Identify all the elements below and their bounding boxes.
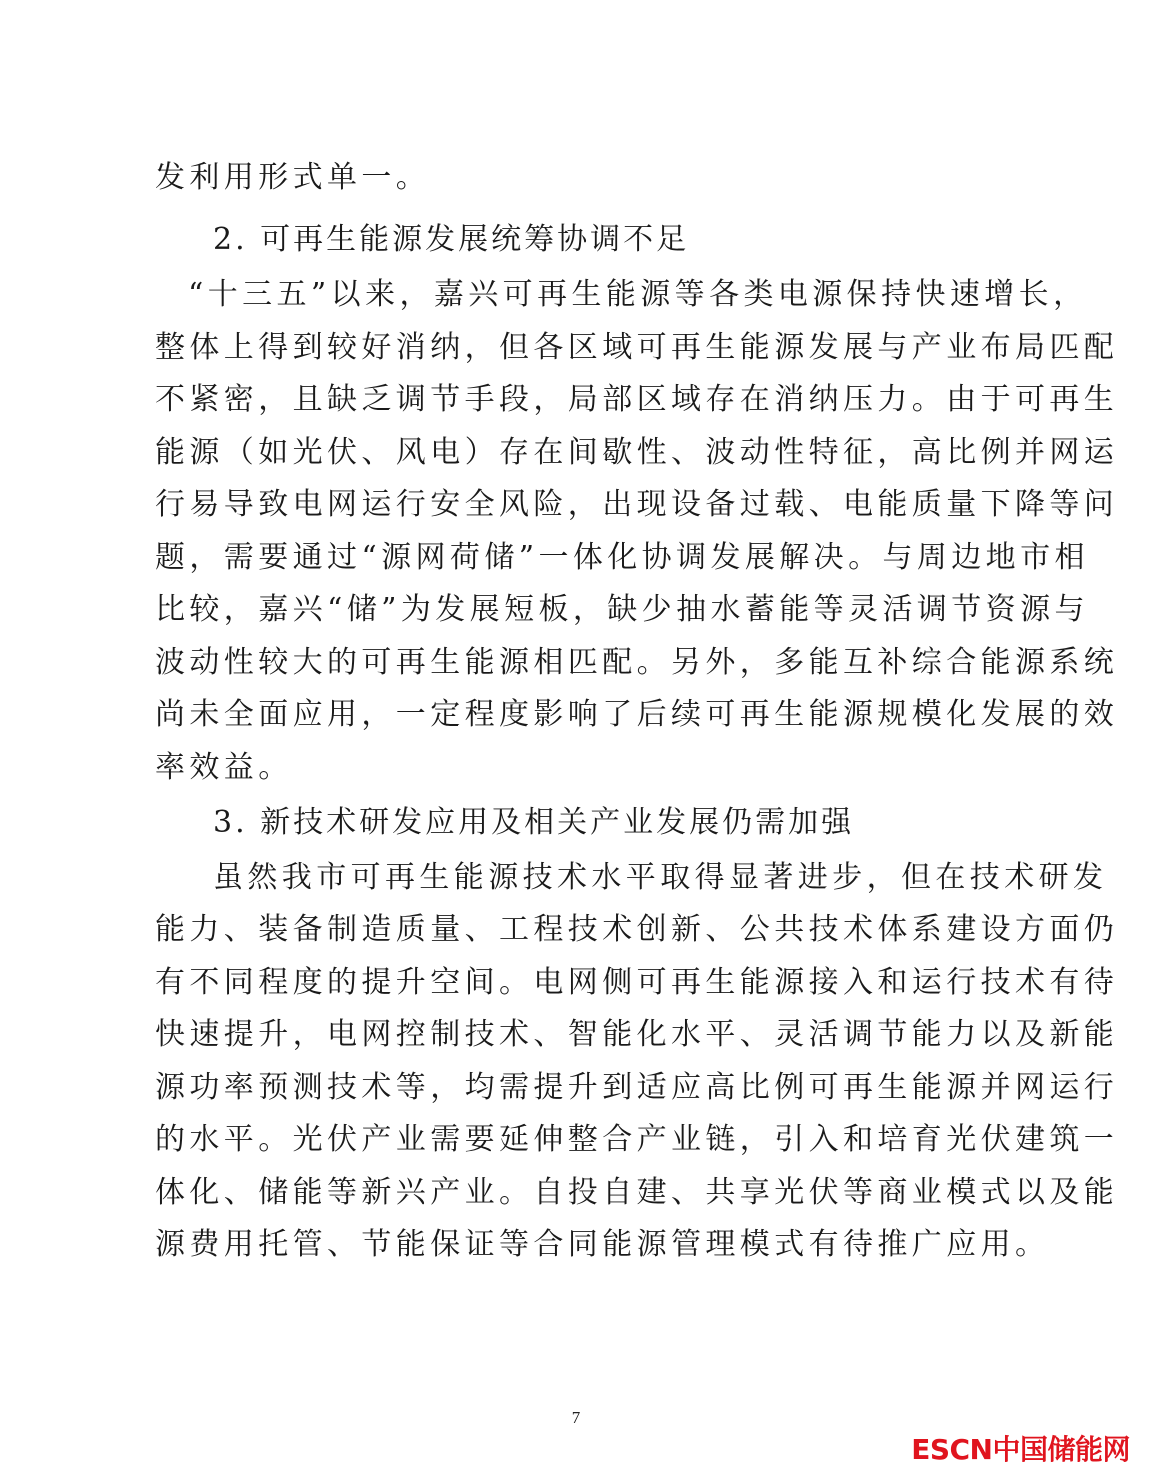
paragraph-line: 题，需要通过“源网荷储”一体化协调发展解决。与周边地市相 (155, 540, 1089, 575)
paragraph-line: 能力、装备制造质量、工程技术创新、公共技术体系建设方面仍 (155, 912, 1119, 947)
paragraph-line: 比较，嘉兴“储”为发展短板，缺少抽水蓄能等灵活调节资源与 (155, 592, 1089, 627)
paragraph-line: “十三五”以来，嘉兴可再生能源等各类电源保持快速增长， (188, 277, 1088, 312)
watermark-text: ESCN中国储能网 (911, 1433, 1130, 1466)
paragraph-line: 有不同程度的提升空间。电网侧可再生能源接入和运行技术有待 (155, 965, 1119, 1000)
paragraph-line: 率效益。 (155, 750, 293, 785)
paragraph-line: 源费用托管、节能保证等合同能源管理模式有待推广应用。 (155, 1227, 1050, 1262)
paragraph-line: 体化、储能等新兴产业。自投自建、共享光伏等商业模式以及能 (155, 1175, 1119, 1210)
paragraph-line: 发利用形式单一。 (155, 160, 431, 195)
paragraph-line: 行易导致电网运行安全风险，出现设备过载、电能质量下降等问 (155, 487, 1119, 522)
section-heading: 2. 可再生能源发展统筹协调不足 (213, 222, 690, 257)
paragraph-line: 波动性较大的可再生能源相匹配。另外，多能互补综合能源系统 (155, 645, 1119, 680)
paragraph-line: 虽然我市可再生能源技术水平取得显著进步，但在技术研发 (213, 860, 1108, 895)
paragraph-line: 尚未全面应用，一定程度影响了后续可再生能源规模化发展的效 (155, 697, 1119, 732)
paragraph-line: 源功率预测技术等，均需提升到适应高比例可再生能源并网运行 (155, 1070, 1119, 1105)
section-heading: 3. 新技术研发应用及相关产业发展仍需加强 (213, 805, 855, 840)
paragraph-line: 不紧密，且缺乏调节手段，局部区域存在消纳压力。由于可再生 (155, 382, 1119, 417)
paragraph-line: 整体上得到较好消纳，但各区域可再生能源发展与产业布局匹配 (155, 330, 1119, 365)
paragraph-line: 能源（如光伏、风电）存在间歇性、波动性特征，高比例并网运 (155, 435, 1119, 470)
watermark-logo (911, 1428, 1130, 1468)
page-number: 7 (571, 1408, 581, 1427)
paragraph-line: 的水平。光伏产业需要延伸整合产业链，引入和培育光伏建筑一 (155, 1122, 1119, 1157)
paragraph-line: 快速提升，电网控制技术、智能化水平、灵活调节能力以及新能 (155, 1017, 1119, 1052)
